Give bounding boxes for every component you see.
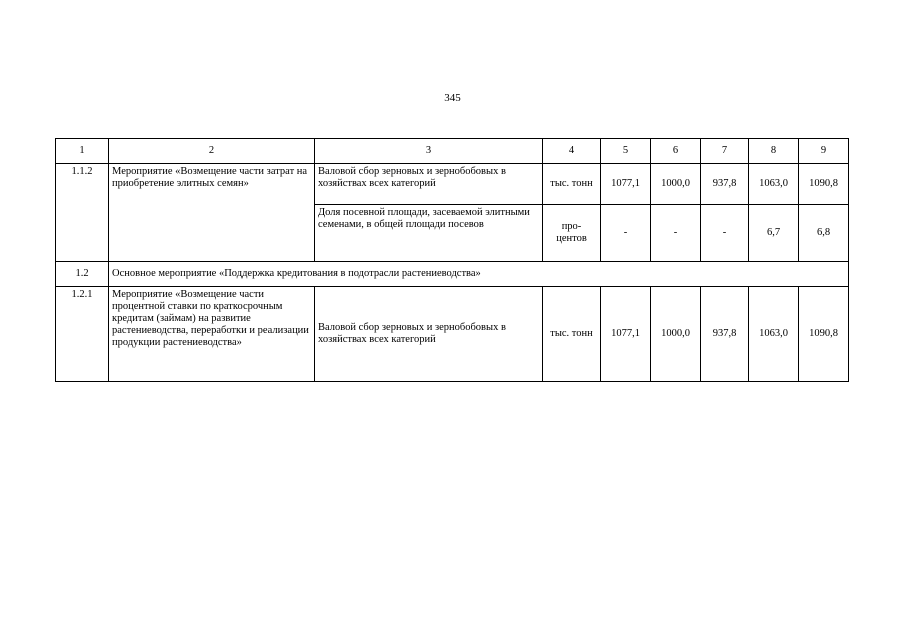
header-cell: 8: [749, 139, 799, 164]
indicator-name: Доля посевной площади, засеваемой элитными семенами, в общей площади посевов: [315, 205, 543, 262]
indicator-unit: про- центов: [543, 205, 601, 262]
header-cell: 4: [543, 139, 601, 164]
section-row: [56, 262, 849, 287]
value-cell: 1063,0: [749, 287, 799, 382]
value-cell: 937,8: [701, 164, 749, 205]
indicator-unit: тыс. тонн: [543, 287, 601, 382]
header-cell: 5: [601, 139, 651, 164]
header-cell: 2: [109, 139, 315, 164]
header-cell: 3: [315, 139, 543, 164]
section-number: 1.2: [56, 262, 109, 287]
value-cell: -: [601, 205, 651, 262]
activity-name: Мероприятие «Возмещение части процентной ставки по краткосрочным кредитам (займам) на развитие растениеводства, переработки и реализации продукции растениеводства»: [109, 287, 315, 382]
value-cell: 1090,8: [799, 164, 849, 205]
value-cell: 1077,1: [601, 287, 651, 382]
header-cell: 6: [651, 139, 701, 164]
program-table: [55, 138, 849, 382]
value-cell: -: [651, 205, 701, 262]
header-cell: 9: [799, 139, 849, 164]
table-row: [56, 164, 849, 205]
item-number: 1.2.1: [56, 287, 109, 382]
value-cell: 1063,0: [749, 164, 799, 205]
value-cell: 937,8: [701, 287, 749, 382]
table-row: [56, 287, 849, 382]
value-cell: 1077,1: [601, 164, 651, 205]
indicator-name: Валовой сбор зерновых и зернобобовых в хозяйствах всех категорий: [315, 164, 543, 205]
header-row: [56, 139, 849, 164]
header-cell: 1: [56, 139, 109, 164]
indicator-unit: тыс. тонн: [543, 164, 601, 205]
value-cell: 6,7: [749, 205, 799, 262]
value-cell: 1000,0: [651, 287, 701, 382]
value-cell: -: [701, 205, 749, 262]
section-title: Основное мероприятие «Поддержка кредитования в подотрасли растениеводства»: [109, 262, 849, 287]
indicator-name: Валовой сбор зерновых и зернобобовых в хозяйствах всех категорий: [315, 287, 543, 382]
value-cell: 1000,0: [651, 164, 701, 205]
value-cell: 1090,8: [799, 287, 849, 382]
activity-name: Мероприятие «Возмещение части затрат на приобретение элитных семян»: [109, 164, 315, 262]
item-number: 1.1.2: [56, 164, 109, 262]
page-number: 345: [444, 92, 461, 104]
header-cell: 7: [701, 139, 749, 164]
value-cell: 6,8: [799, 205, 849, 262]
